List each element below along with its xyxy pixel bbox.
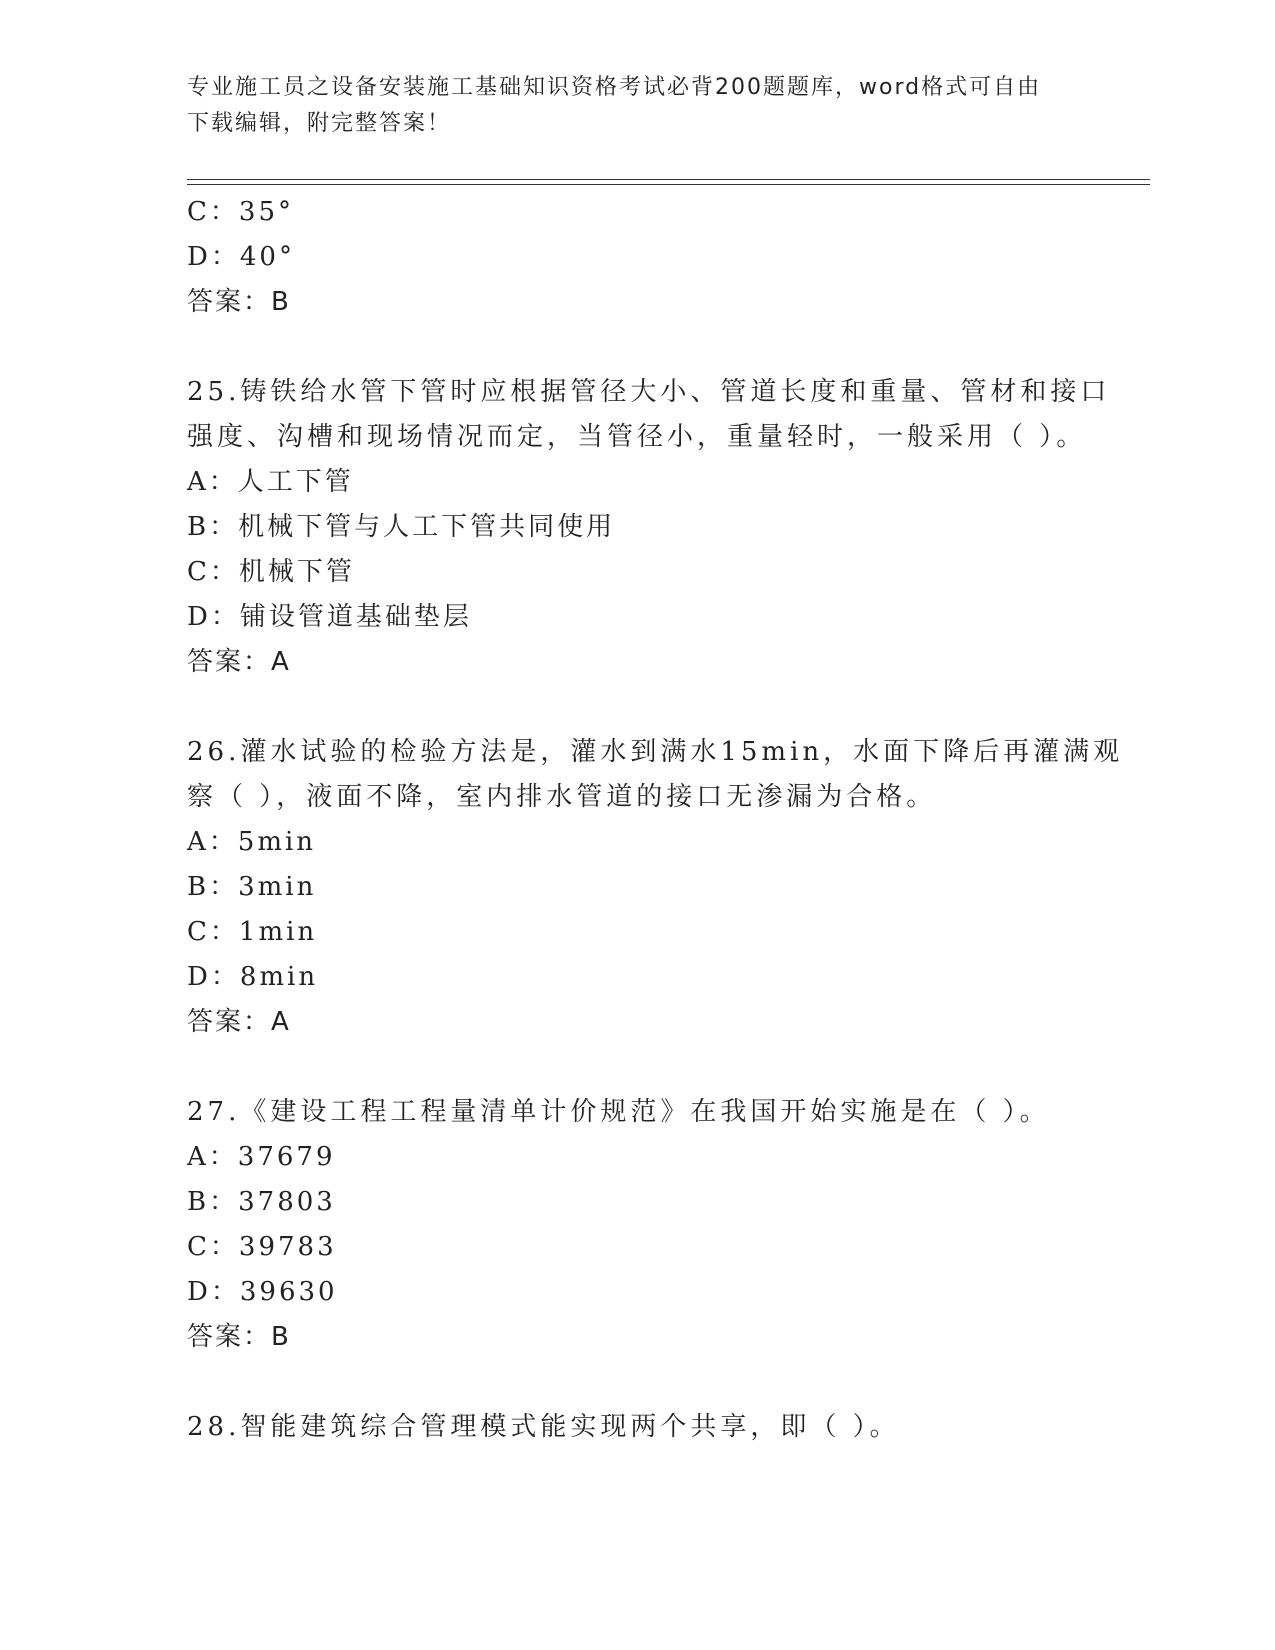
option-text: 机械下管与人工下管共同使用	[238, 512, 616, 542]
header-line-2: 下载编辑，附完整答案！	[187, 111, 452, 136]
option-label: D：	[187, 242, 240, 272]
prev-question	[187, 190, 1087, 325]
answer-line: 答案：B	[187, 1322, 291, 1352]
option-label: C：	[187, 197, 239, 227]
option-label: B：	[187, 1187, 239, 1217]
spacer	[187, 685, 1087, 730]
question-content	[187, 190, 1124, 1450]
option-label: B：	[187, 872, 239, 902]
answer-line: 答案：B	[187, 287, 291, 317]
question-28	[187, 1405, 1087, 1450]
option-text: 5min	[237, 827, 317, 857]
option-label: D：	[187, 602, 240, 632]
option-d	[187, 595, 1087, 640]
option-text: 40°	[239, 242, 295, 272]
question-stem-line: 28.智能建筑综合管理模式能实现两个共享，即（ ）。	[187, 1412, 900, 1442]
option-label: D：	[187, 1277, 240, 1307]
question-27	[187, 1090, 1087, 1360]
question-stem-line: 25.铸铁给水管下管时应根据管径大小、管道长度和重量、管材和接口	[187, 377, 1111, 407]
option-text: 37803	[238, 1187, 336, 1217]
option-b	[187, 865, 1087, 910]
option-text: 人工下管	[237, 467, 354, 497]
option-c	[187, 1225, 1087, 1270]
question-stem-line: 26.灌水试验的检验方法是，灌水到满水15min，水面下降后再灌满观	[187, 737, 1124, 767]
page-header	[187, 70, 1067, 142]
option-d	[187, 955, 1087, 1000]
option-a	[187, 1135, 1087, 1180]
question-stem-line: 27.《建设工程工程量清单计价规范》在我国开始实施是在（ ）。	[187, 1097, 1050, 1127]
option-d	[187, 1270, 1087, 1315]
spacer	[187, 1045, 1087, 1090]
option-label: D：	[187, 962, 240, 992]
option-c	[187, 550, 1087, 595]
answer-line: 答案：A	[187, 647, 291, 677]
option-label: C：	[187, 557, 239, 587]
option-label: C：	[187, 1232, 239, 1262]
option-text: 铺设管道基础垫层	[239, 602, 472, 632]
option-text: 35°	[238, 197, 294, 227]
option-label: C：	[187, 917, 239, 947]
option-b	[187, 1180, 1087, 1225]
question-25	[187, 370, 1111, 685]
option-a	[187, 460, 1087, 505]
option-text: 37679	[237, 1142, 336, 1172]
option-d	[187, 235, 1087, 280]
spacer	[187, 1360, 1087, 1405]
option-label: A：	[187, 467, 238, 497]
option-label: A：	[187, 1142, 238, 1172]
header-line-1: 专业施工员之设备安装施工基础知识资格考试必背200题题库，word格式可自由	[187, 75, 1042, 100]
question-stem-line: 察（ ），液面不降，室内排水管道的接口无渗漏为合格。	[187, 782, 937, 812]
option-label: B：	[187, 512, 239, 542]
option-c	[187, 190, 1087, 235]
option-text: 机械下管	[238, 557, 355, 587]
option-a	[187, 820, 1087, 865]
option-label: A：	[187, 827, 238, 857]
option-text: 39783	[238, 1232, 337, 1262]
option-b	[187, 505, 1087, 550]
header-rule-bottom	[187, 184, 1150, 185]
option-text: 1min	[238, 917, 318, 947]
option-text: 39630	[239, 1277, 338, 1307]
question-stem-line: 强度、沟槽和现场情况而定，当管径小，重量轻时，一般采用（ ）。	[187, 422, 1087, 452]
option-text: 8min	[239, 962, 319, 992]
header-rule-top	[187, 179, 1150, 180]
question-26	[187, 730, 1124, 1045]
spacer	[187, 325, 1087, 370]
answer-line: 答案：A	[187, 1007, 291, 1037]
option-c	[187, 910, 1087, 955]
option-text: 3min	[238, 872, 317, 902]
